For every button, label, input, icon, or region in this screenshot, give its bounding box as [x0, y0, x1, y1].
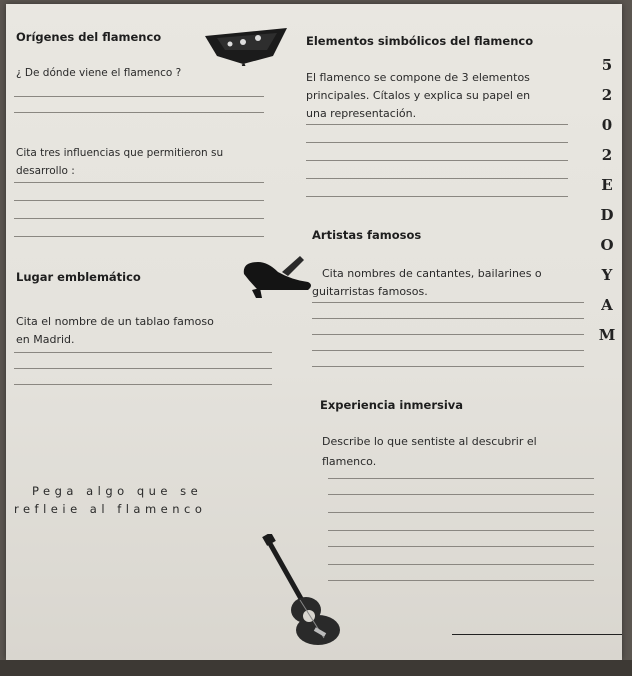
paste-line-1: Pega algo que se [32, 484, 203, 498]
answer-line [328, 530, 594, 531]
date-char: 2 [601, 146, 613, 164]
answer-line [312, 318, 584, 319]
symbolic-line-1: El flamenco se compone de 3 elementos [306, 71, 530, 84]
symbolic-line-2: principales. Cítalos y explica su papel en [306, 89, 531, 102]
answer-line [306, 124, 568, 125]
answer-line [306, 196, 568, 197]
date-char: E [601, 176, 613, 194]
answer-line [328, 564, 594, 565]
answer-line [328, 512, 594, 513]
place-line-2: en Madrid. [16, 333, 75, 346]
origins-influences-2: desarrollo : [16, 165, 75, 177]
date-char: Y [601, 266, 613, 284]
background-surface [0, 660, 632, 676]
paste-line-2: refleie al flamenco [14, 502, 207, 516]
artists-line-2: guitarristas famosos. [312, 285, 428, 298]
symbolic-title: Elementos simbólicos del flamenco [306, 34, 534, 48]
answer-line [328, 478, 594, 479]
place-title: Lugar emblemático [16, 270, 141, 284]
experience-title: Experiencia inmersiva [320, 398, 464, 412]
answer-line [14, 236, 264, 237]
answer-line [306, 178, 568, 179]
vertical-date [592, 50, 622, 350]
date-char: O [600, 236, 614, 254]
date-char: 0 [601, 116, 613, 134]
origins-influences: Cita tres influencias que permitieron su [16, 147, 224, 159]
answer-line [14, 96, 264, 97]
symbolic-line-3: una representación. [306, 107, 417, 120]
answer-line [14, 200, 264, 201]
answer-line [312, 350, 584, 351]
artists-line-1: Cita nombres de cantantes, bailarines o [322, 267, 542, 280]
origins-question: ¿ De dónde viene el flamenco ? [16, 67, 182, 79]
answer-line [312, 334, 584, 335]
place-line-1: Cita el nombre de un tablao famoso [16, 315, 214, 328]
fan-icon [203, 26, 289, 66]
answer-line [328, 580, 594, 581]
answer-line [14, 384, 272, 385]
answer-line [328, 546, 594, 547]
date-char: D [600, 206, 614, 224]
answer-line [14, 218, 264, 219]
guitar-icon [260, 534, 344, 646]
answer-line [306, 160, 568, 161]
date-char: M [598, 326, 616, 344]
answer-line [306, 142, 568, 143]
origins-title: Orígenes del flamenco [16, 30, 162, 44]
answer-line [312, 302, 584, 303]
answer-line [14, 352, 272, 353]
answer-line [452, 634, 622, 635]
date-char: 2 [601, 86, 613, 104]
answer-line [312, 366, 584, 367]
date-char: A [601, 296, 613, 314]
experience-line-1: Describe lo que sentiste al descubrir el [322, 435, 537, 448]
worksheet [6, 4, 622, 660]
answer-line [14, 182, 264, 183]
artists-title: Artistas famosos [312, 228, 422, 242]
date-char: 5 [601, 56, 613, 74]
answer-line [14, 112, 264, 113]
flamenco-shoe-icon [238, 252, 316, 300]
experience-line-2: flamenco. [322, 455, 377, 468]
answer-line [328, 494, 594, 495]
answer-line [14, 368, 272, 369]
